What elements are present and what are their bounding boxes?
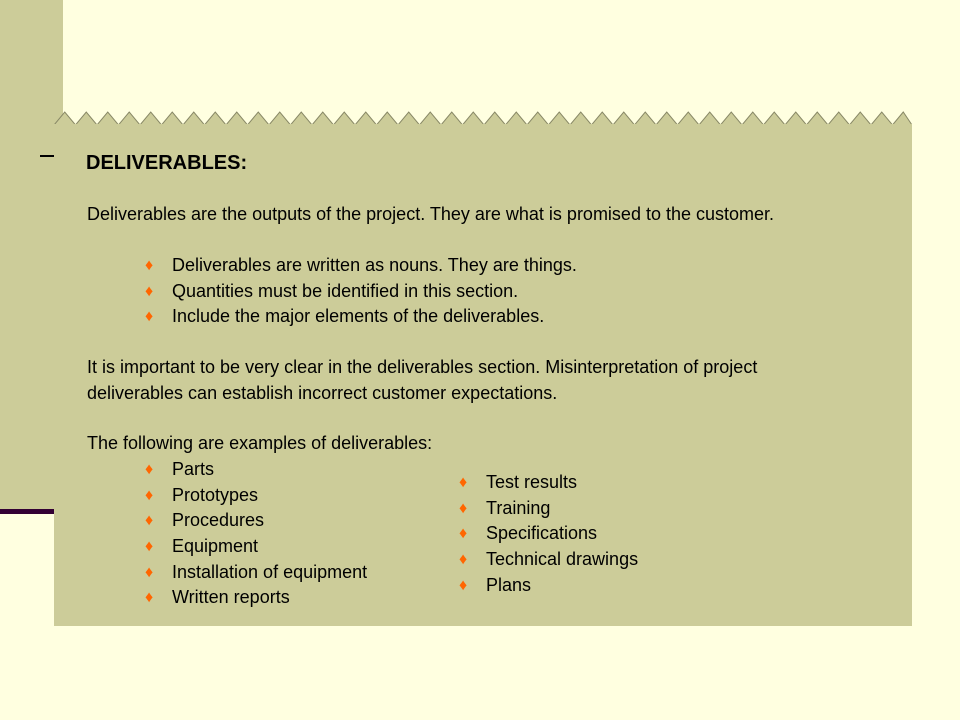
diamond-bullet-icon: ♦ — [145, 589, 154, 607]
diamond-bullet-icon: ♦ — [459, 551, 468, 569]
bullet-text: Include the major elements of the deliverables. — [172, 306, 545, 327]
diamond-bullet-icon: ♦ — [145, 538, 154, 556]
intro-bullet-list — [145, 253, 577, 330]
bullet-text: Training — [486, 497, 551, 518]
diamond-bullet-icon: ♦ — [459, 474, 468, 491]
bullet-item — [459, 470, 638, 496]
bullet-text: Equipment — [172, 536, 259, 557]
bullet-text: Parts — [172, 459, 215, 479]
diamond-bullet-icon: ♦ — [145, 563, 154, 581]
bullet-text: Deliverables are written as nouns. They are things. — [172, 255, 577, 275]
slide-title: DELIVERABLES: — [86, 152, 248, 174]
diamond-bullet-icon: ♦ — [145, 282, 154, 300]
bullet-item — [145, 560, 367, 586]
examples-list-left — [145, 457, 367, 611]
bullet-text: Procedures — [172, 510, 265, 531]
bullet-text: Installation of equipment — [172, 561, 368, 582]
bullet-text: Test results — [486, 472, 578, 492]
bullet-text: Plans — [486, 574, 532, 595]
bullet-item — [459, 521, 638, 547]
bullet-item — [459, 496, 638, 522]
diamond-bullet-icon: ♦ — [145, 461, 154, 478]
diamond-bullet-icon: ♦ — [459, 525, 468, 543]
bullet-item — [145, 534, 367, 560]
bullet-text: Specifications — [486, 523, 598, 544]
bullet-item — [459, 547, 638, 573]
bullet-text: Prototypes — [172, 484, 259, 505]
clarity-paragraph: It is important to be very clear in the deliverables section. Misinterpretation of project deliverables can establish incorrect customer expectations. — [87, 357, 758, 403]
bullet-text: Written reports — [172, 587, 290, 608]
bullet-item — [145, 585, 367, 611]
bullet-item — [145, 253, 577, 279]
bullet-text: Technical drawings — [486, 549, 639, 570]
intro-paragraph: Deliverables are the outputs of the project. They are what is promised to the customer. — [87, 204, 775, 224]
bullet-item — [145, 304, 577, 330]
diamond-bullet-icon: ♦ — [145, 308, 154, 326]
bullet-item — [145, 483, 367, 509]
examples-heading: The following are examples of deliverables: — [87, 433, 433, 453]
diamond-bullet-icon: ♦ — [145, 486, 154, 504]
diamond-bullet-icon: ♦ — [145, 257, 154, 274]
examples-list-right — [459, 470, 638, 598]
diamond-bullet-icon: ♦ — [459, 576, 468, 594]
title-dash-marker — [40, 155, 54, 157]
bullet-item — [145, 279, 577, 305]
diamond-bullet-icon: ♦ — [145, 512, 154, 530]
bullet-item — [145, 457, 367, 483]
diamond-bullet-icon: ♦ — [459, 499, 468, 517]
bullet-text: Quantities must be identified in this section. — [172, 280, 519, 301]
bullet-item — [459, 573, 638, 599]
bullet-item — [145, 508, 367, 534]
side-accent-line — [0, 509, 54, 514]
